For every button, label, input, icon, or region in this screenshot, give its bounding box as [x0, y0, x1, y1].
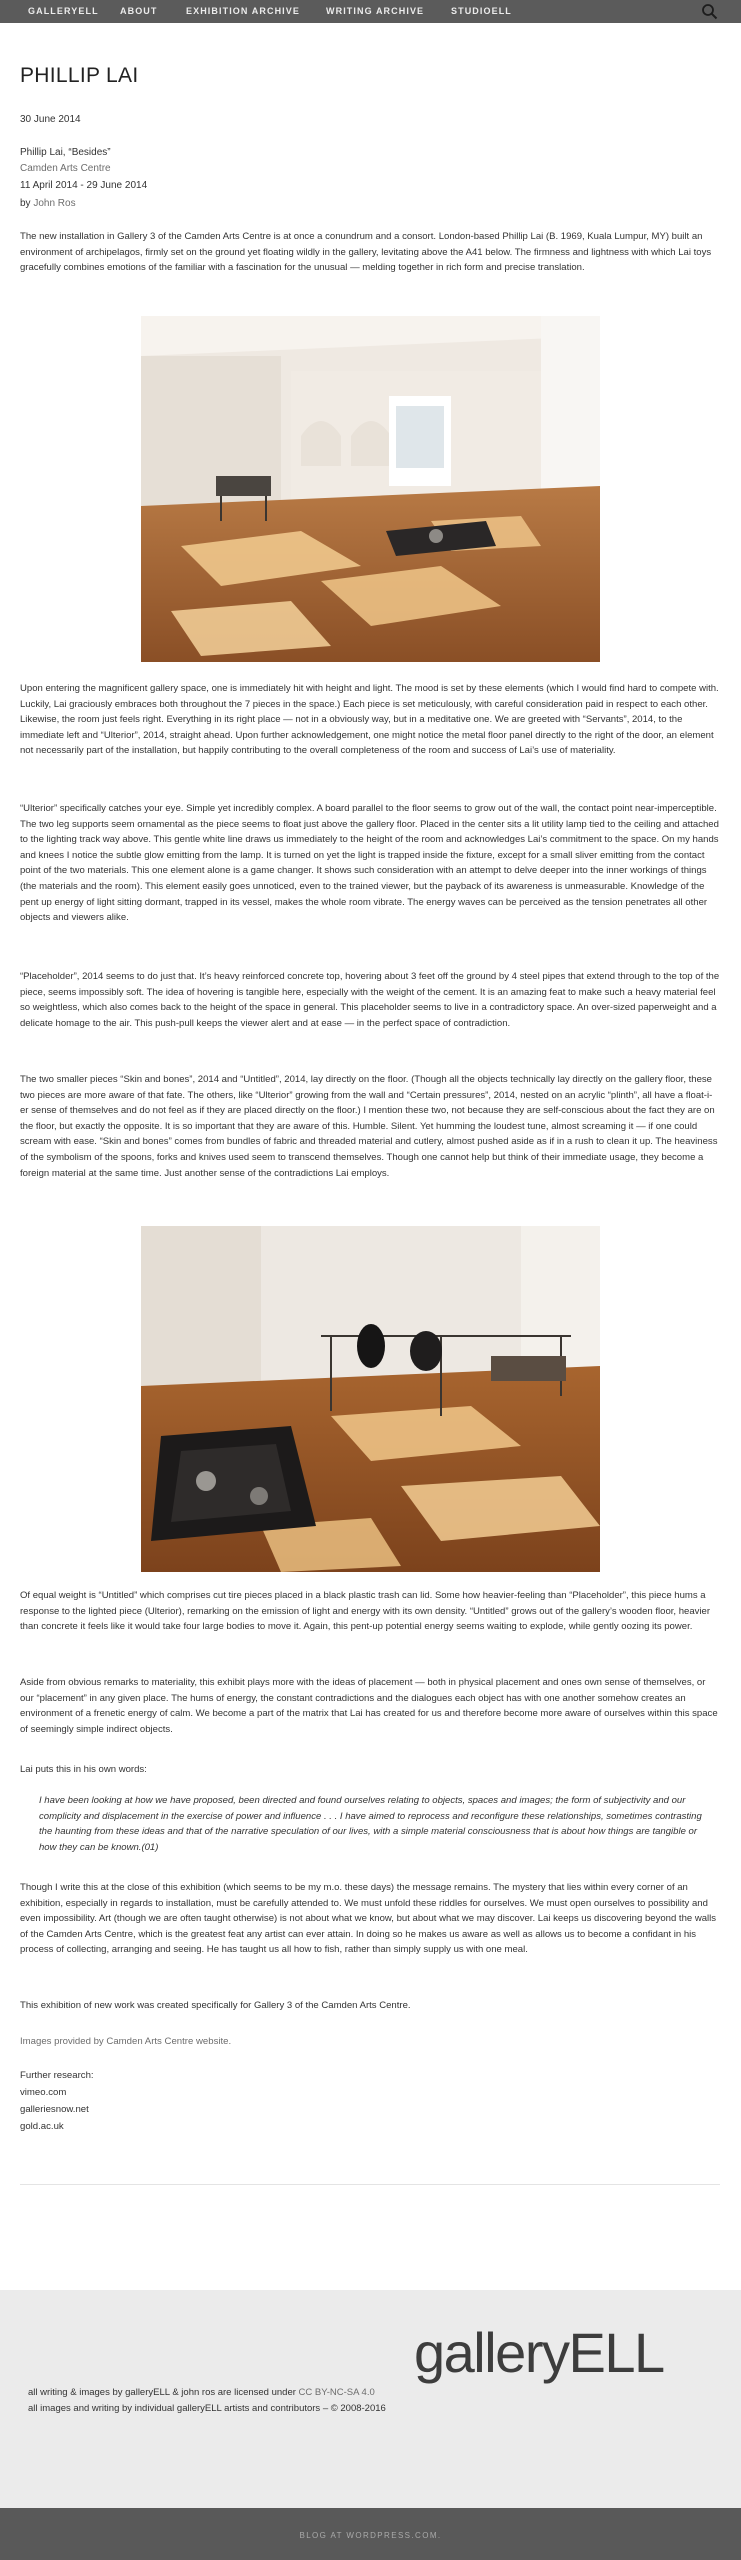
paragraph-2: Upon entering the magnificent gallery space, one is immediately hit with height and light. The mood is set by these elements (which I would find hard to compete with. Luckily, Lai graciously embraces both throughout the 7 pieces in the space.) Each piece is set meticulously, with careful consideration paid in respect to each other. Likewise, the room just feels right. Everything in its right place — not in a obviously way, but in a meditative one. We are greeted with “Servants”, 2014, to the immediate left and “Ulterior”, 2014, straight ahead. Upon further acknowledgement, one might notice the metal floor panel directly to the right of the door, an element not necessarily part of the installation, but happily contributing to the overall completeness of the room and success of Lai’s use of materiality.	[20, 683, 719, 757]
wordpress-credit-link[interactable]: BLOG AT WORDPRESS.COM.	[299, 2531, 442, 2540]
paragraph-7: Aside from obvious remarks to materiality, this exhibit plays more with the ideas of placement — both in physical placement and ones own sense of themselves, or our “placement” in any given place. The hums of energy, the constant contradictions and the dialogues each object has with one another somehow creates an environment of a frenetic energy of calm. We become a part of the matrix that Lai has created for us and therefore become more aware of ourselves within this space of seemingly simple indirect objects.	[20, 1677, 718, 1735]
byline	[20, 198, 76, 210]
research-link-galleriesnow[interactable]: galleriesnow.net	[20, 2104, 89, 2115]
post-date: 30 June 2014	[20, 114, 81, 125]
paragraph-1: The new installation in Gallery 3 of the Camden Arts Centre is at once a conundrum and a consort. London-based Phillip Lai (B. 1969, Kuala Lumpur, MY) built an environment of archipelagos, firmly set on the ground yet floating wildly in the gallery, levitating above the A41 below. The firmness and lightness with which Lai toys gracefully combines emotions of the familiar with a fascination for the unusual — melding together in rich form and precise translation.	[20, 231, 712, 274]
exhibition-name: Phillip Lai, “Besides”	[20, 147, 111, 158]
license-line	[28, 2387, 375, 2399]
quote-reference: (01)	[141, 1841, 159, 1853]
gallery-photo-1	[141, 316, 600, 662]
nav-studioell[interactable]: STUDIOELL	[451, 6, 512, 16]
content-divider	[20, 2184, 720, 2185]
license-prefix: all writing & images by galleryELL & john ros are licensed under	[28, 2387, 299, 2398]
byline-prefix: by	[20, 198, 34, 209]
image-credit[interactable]: Images provided by Camden Arts Centre website.	[20, 2036, 232, 2047]
page-title: PHILLIP LAI	[20, 64, 139, 87]
nav-exhibition-archive[interactable]: EXHIBITION ARCHIVE	[186, 6, 300, 16]
quote-text: I have been looking at how we have proposed, been directed and found ourselves relating to objects, spaces and images; the form of subjectivity and our complicity and displacement in the exercise of power and influence . . . I have aimed to reprocess and reconfigure these relationships, sometimes contrasting the haunting from these ideas and that of the narrative speculation of our lives, with a simple material consciousness that is about how things are tangible or how they can be known.	[39, 1795, 702, 1853]
research-link-gold[interactable]: gold.ac.uk	[20, 2121, 64, 2132]
gallery-photo-2	[141, 1226, 600, 1572]
top-navigation-bar	[0, 0, 741, 23]
research-link-vimeo[interactable]: vimeo.com	[20, 2087, 67, 2098]
exhibition-dates: 11 April 2014 - 29 June 2014	[20, 180, 148, 191]
paragraph-6: Of equal weight is “Untitled” which comprises cut tire pieces placed in a black plastic trash can lid. Some how heavier-feeling than “Placeholder”, this piece hums a response to the lighted piece (Ulterior), remarking on the emission of light and energy with its own density. “Untitled” grows out of the gallery’s wooden floor, heavier than concrete it feels like it would take four large bodies to move it. Again, this pent-up potential energy seems waiting to explode, while gently oozing its power.	[20, 1590, 711, 1633]
search-icon[interactable]	[701, 3, 718, 20]
nav-about[interactable]: ABOUT	[120, 6, 158, 16]
paragraph-8: Lai puts this in his own words:	[20, 1764, 147, 1775]
nav-writing-archive[interactable]: WRITING ARCHIVE	[326, 6, 425, 16]
paragraph-3: “Ulterior” specifically catches your eye. Simple yet incredibly complex. A board parallel to the floor seems to grow out of the wall, the contact point near-imperceptible. The two leg supports seem ornamental as the piece seems to float just above the gallery floor. Placed in the center sits a lit utility lamp tied to the ceiling and attached to the lighting track way above. This gentle white line draws us immediately to the height of the room and acknowledges Lai’s commitment to the space. On my hands and knees I notice the subtle glow emitting from the lamp. It is turned on yet the light is trapped inside the fixture, except for a small sliver emitting from the contact point of the two materials. This one element alone is a game changer. It shows such consideration with an attempt to delve deeper into the inner workings of things (the materials and the room). This element easily goes unnoticed, even to the trained viewer, but the payback of its awareness is unmeasurable. Knowledge of the pent up energy of light sitting dormant, trapped in its vessel, makes the whole room vibrate. The energy waves can be perceived as the tension penetrates all other objects and viewers alike.	[20, 803, 719, 924]
paragraph-5: The two smaller pieces “Skin and bones”, 2014 and “Untitled”, 2014, lay directly on the floor. (Though all the objects technically lay directly on the gallery floor, these two pieces are more aware of that fate. The others, like “Ulterior” growing from the wall and “Certain pressures”, 2014, nested on an acrylic “plinth”, all have a float-i-er sense of themselves and do not feel as if they are placed directly on the floor.) I mention these two, not because they are self-conscious about the fact they are on the floor, but exactly the opposite. It is so important that they are aware of this. Humble. Silent. Yet humming the loudest tune, almost screaming it — if one could scream with ease. “Skin and bones” comes from bundles of fabric and threaded material and cutlery, almost pushed aside as if in a rush to clean it up. The heaviness of the symbolism of the spoons, forks and knives used seem to transcend themselves. Though one cannot help but think of their immediate usage, they become a foreign material at the same time. Just another sense of the contradictions Lai employs.	[20, 1074, 718, 1179]
paragraph-10: This exhibition of new work was created specifically for Gallery 3 of the Camden Arts Centre.	[20, 2000, 411, 2011]
paragraph-4: “Placeholder”, 2014 seems to do just that. It’s heavy reinforced concrete top, hovering about 3 feet off the ground by 4 steel pipes that extend through to the top of the piece, seems impossibly soft. The idea of hovering is tangible here, especially with the weight of the cement. It is an amazing feat to make such a heavy material feel so weightless, which also comes back to the height of the space in general. This placeholder seems to live in a contradictory space. An over-sized paperweight and a delicate homage to the air. This push-pull keeps the viewer alert and at ease — in the perfect space of contradiction.	[20, 971, 720, 1029]
venue-link[interactable]: Camden Arts Centre	[20, 163, 111, 174]
artist-quote	[39, 1793, 713, 1855]
paragraph-9: Though I write this at the close of this exhibition (which seems to be my m.o. these days) the message remains. The mystery that lies within every corner of an exhibition, especially in regards to installation, must be carefully attended to. We must unfold these riddles for ourselves. We must open ourselves to possibility and even impossibility. Art (though we are often taught otherwise) is not about what we know, but about what we may discover. Lai keeps us discovering beyond the walls of the Camden Arts Centre, which is the greatest feat any artist can ever attain. In doing so he makes us aware as well as allows us to become a confidant in his process of collecting, arranging and seeing. He has taught us all how to fish, rather than simply supply us with one meal.	[20, 1882, 717, 1956]
footer-logo: galleryELL	[414, 2321, 664, 2384]
author-link[interactable]: John Ros	[33, 198, 76, 209]
further-research-label: Further research:	[20, 2070, 94, 2081]
copyright-line: all images and writing by individual galleryELL artists and contributors – © 2008-2016	[28, 2403, 386, 2414]
nav-galleryell[interactable]: GALLERYELL	[28, 6, 99, 16]
license-link[interactable]: CC BY-NC-SA 4.0	[298, 2387, 375, 2398]
